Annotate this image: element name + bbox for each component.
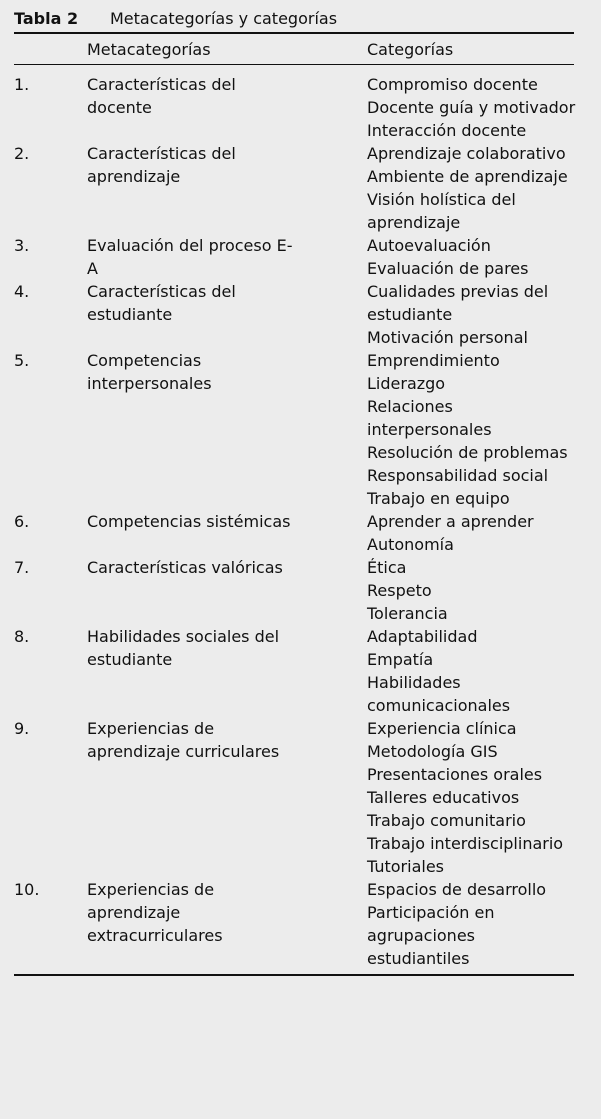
category-item: Visión holística del aprendizaje [367,190,516,232]
row-categories [367,510,577,556]
row-number: 10. [14,880,40,899]
category-item: Responsabilidad social [367,466,549,485]
category-item: Talleres educativos [367,788,520,807]
row-categories [367,556,577,625]
category-item: Liderazgo [367,374,446,393]
row-categories [367,142,577,234]
table-caption [14,6,574,32]
row-categories [367,878,577,970]
table-row [14,625,574,717]
category-item: Autonomía [367,535,454,554]
category-item: Evaluación de pares [367,259,529,278]
row-categories [367,717,577,878]
category-item: Emprendimiento [367,351,500,370]
table-header-row [14,34,574,64]
table-row [14,234,574,280]
category-item: Tolerancia [367,604,448,623]
category-item: Metodología GIS [367,742,498,761]
table-row [14,556,574,625]
row-number: 9. [14,719,30,738]
category-item: Motivación personal [367,328,528,347]
row-categories [367,280,577,349]
row-metacategory: Evaluación del proceso E-A [87,236,293,278]
row-metacategory: Características del aprendizaje [87,144,236,186]
category-item: Compromiso docente [367,75,538,94]
category-item: Trabajo comunitario [367,811,526,830]
row-metacategory: Experiencias de aprendizaje extracurriculares [87,880,223,945]
row-number: 6. [14,512,30,531]
row-categories [367,625,577,717]
table-row [14,717,574,878]
row-number: 1. [14,75,30,94]
category-item: Respeto [367,581,432,600]
category-item: Trabajo interdisciplinario [367,834,564,853]
table-container [14,6,574,976]
table-title: Metacategorías y categorías [110,9,338,28]
header-category: Categorías [367,40,454,59]
table-row [14,510,574,556]
category-item: Trabajo en equipo [367,489,510,508]
row-metacategory: Características valóricas [87,558,283,577]
table-label: Tabla 2 [14,9,79,28]
row-number: 2. [14,144,30,163]
row-categories [367,234,577,280]
category-item: Cualidades previas del estudiante [367,282,549,324]
row-metacategory: Habilidades sociales del estudiante [87,627,280,669]
table-row [14,73,574,142]
category-item: Espacios de desarrollo [367,880,547,899]
row-number: 3. [14,236,30,255]
category-item: Ambiente de aprendizaje [367,167,568,186]
row-metacategory: Competencias sistémicas [87,512,291,531]
row-number: 4. [14,282,30,301]
category-item: Habilidades comunicacionales [367,673,511,715]
table-row [14,878,574,970]
category-item: Aprender a aprender [367,512,534,531]
header-metacategory: Metacategorías [87,40,211,59]
category-item: Empatía [367,650,434,669]
table-row [14,349,574,510]
category-item: Resolución de problemas [367,443,568,462]
row-number: 7. [14,558,30,577]
category-item: Ética [367,558,407,577]
table-row [14,280,574,349]
category-item: Docente guía y motivador [367,98,576,117]
table-body [14,65,574,974]
category-item: Interacción docente [367,121,527,140]
row-metacategory: Características del docente [87,75,236,117]
category-item: Tutoriales [367,857,444,876]
category-item: Experiencia clínica [367,719,517,738]
category-item: Presentaciones orales [367,765,543,784]
row-categories [367,73,577,142]
category-item: Relaciones interpersonales [367,397,492,439]
category-item: Autoevaluación [367,236,491,255]
table-row [14,142,574,234]
row-metacategory: Competencias interpersonales [87,351,212,393]
bottom-rule [14,974,574,976]
row-metacategory: Experiencias de aprendizaje curriculares [87,719,280,761]
category-item: Aprendizaje colaborativo [367,144,566,163]
category-item: Participación en agrupaciones estudiantiles [367,903,495,968]
category-item: Adaptabilidad [367,627,478,646]
row-number: 8. [14,627,30,646]
row-metacategory: Características del estudiante [87,282,236,324]
row-categories [367,349,577,510]
row-number: 5. [14,351,30,370]
